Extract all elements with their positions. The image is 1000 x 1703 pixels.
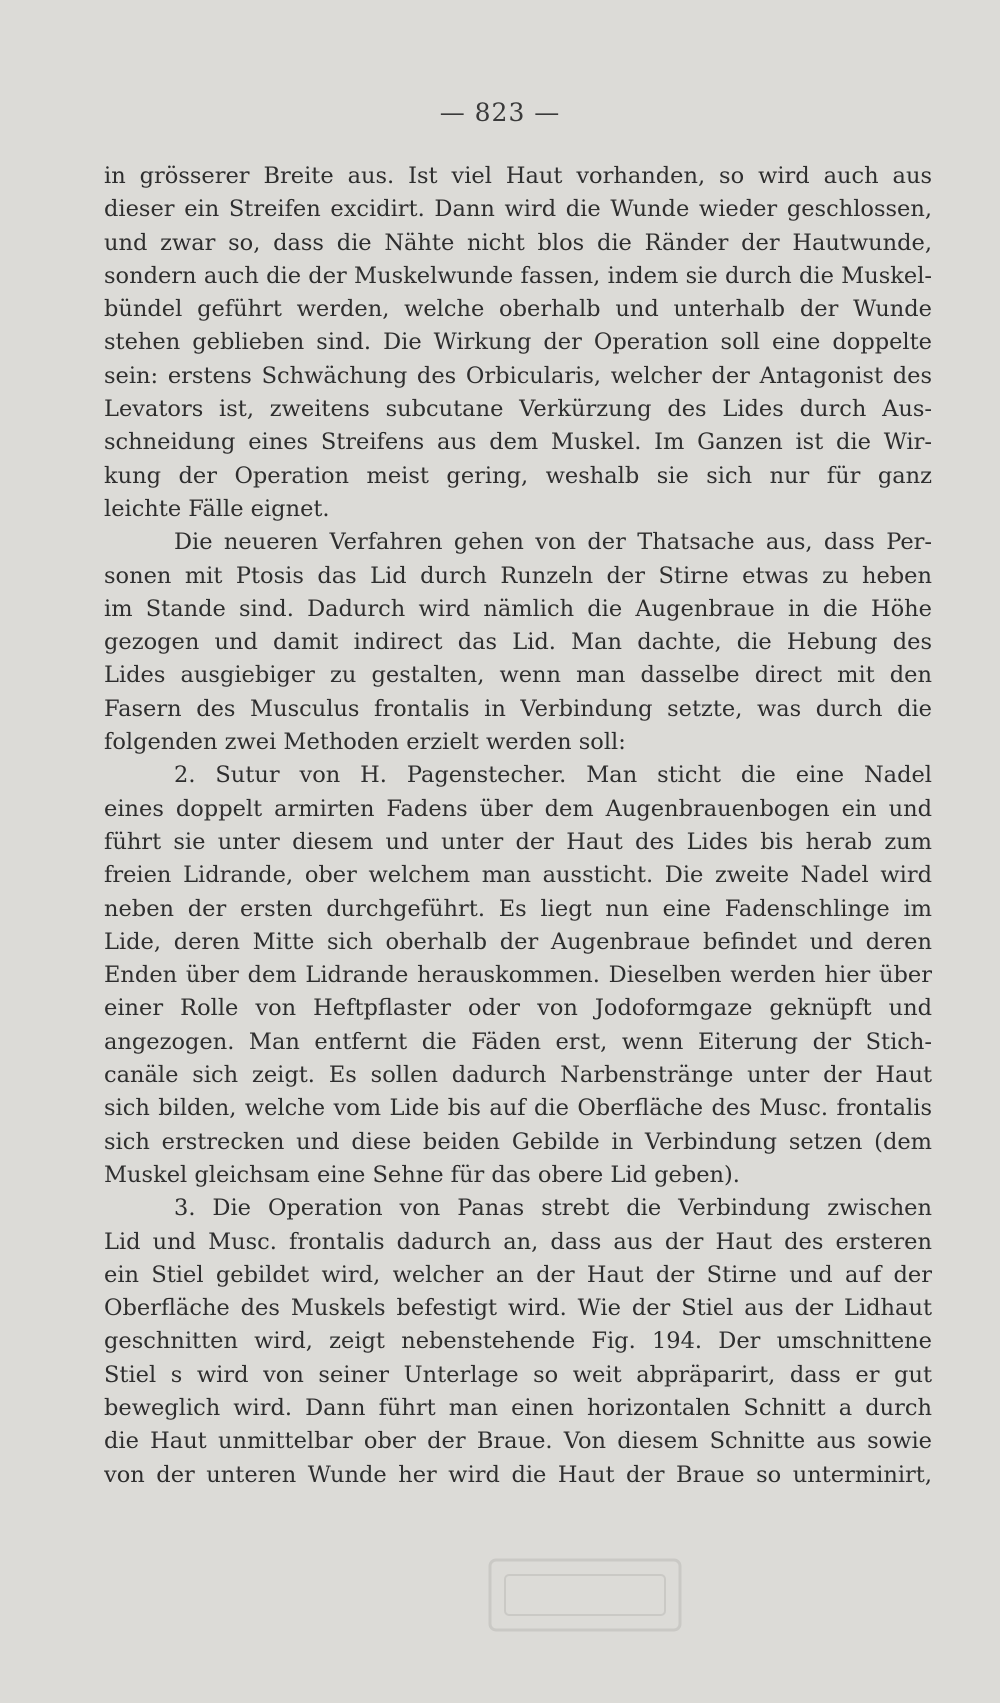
text-line: 3. Die Operation von Panas strebt die Verbindung zwischen [174, 1195, 932, 1222]
text-line: und zwar so, dass die Nähte nicht blos die Ränder der Hautwunde, [104, 229, 932, 256]
text-line: canäle sich zeigt. Es sollen dadurch Narbenstränge unter der Haut [104, 1062, 932, 1089]
text-line: Die neueren Verfahren gehen von der Thatsache aus, dass Per- [174, 529, 932, 556]
text-line: Lides ausgiebiger zu gestalten, wenn man dasselbe direct mit den [104, 662, 932, 689]
text-line: dieser ein Streifen excidirt. Dann wird die Wunde wieder geschlossen, [104, 196, 932, 223]
text-line: gezogen und damit indirect das Lid. Man dachte, die Hebung des [104, 629, 932, 656]
text-line: Muskel gleichsam eine Sehne für das obere Lid geben). [104, 1161, 740, 1188]
text-line: Lid und Musc. frontalis dadurch an, dass aus der Haut des ersteren [104, 1228, 932, 1255]
text-line: Stiel s wird von seiner Unterlage so weit abpräparirt, dass er gut [104, 1361, 932, 1388]
text-line: neben der ersten durchgeführt. Es liegt nun eine Fadenschlinge im [104, 895, 932, 922]
text-line: sondern auch die der Muskelwunde fassen, indem sie durch die Muskel- [104, 262, 932, 289]
library-stamp-watermark [480, 1540, 690, 1650]
text-line: im Stande sind. Dadurch wird nämlich die Augenbraue in die Höhe [104, 595, 932, 622]
text-line: schneidung eines Streifens aus dem Muskel. Im Ganzen ist die Wir- [104, 429, 932, 456]
text-line: leichte Fälle eignet. [104, 495, 330, 522]
text-line: Oberfläche des Muskels befestigt wird. Wie der Stiel aus der Lidhaut [104, 1295, 932, 1322]
text-line: kung der Operation meist gering, weshalb sie sich nur für ganz [104, 462, 932, 489]
text-line: Levators ist, zweitens subcutane Verkürzung des Lides durch Aus- [104, 396, 932, 423]
text-line: angezogen. Man entfernt die Fäden erst, wenn Eiterung der Stich- [104, 1028, 932, 1055]
text-line: einer Rolle von Heftpflaster oder von Jodoformgaze geknüpft und [104, 995, 932, 1022]
page-number: — 823 — [439, 98, 561, 127]
text-line: 2. Sutur von H. Pagenstecher. Man sticht die eine Nadel [174, 762, 932, 789]
text-line: sein: erstens Schwächung des Orbicularis, welcher der Antagonist des [104, 362, 932, 389]
text-line: bündel geführt werden, welche oberhalb und unterhalb der Wunde [104, 296, 932, 323]
text-line: die Haut unmittelbar ober der Braue. Von diesem Schnitte aus sowie [104, 1428, 932, 1455]
text-line: in grösserer Breite aus. Ist viel Haut vorhanden, so wird auch aus [104, 163, 932, 189]
text-line: führt sie unter diesem und unter der Haut des Lides bis herab zum [104, 828, 932, 855]
text-line: beweglich wird. Dann führt man einen horizontalen Schnitt a durch [104, 1394, 932, 1421]
text-line: sonen mit Ptosis das Lid durch Runzeln der Stirne etwas zu heben [104, 562, 932, 589]
text-line: eines doppelt armirten Fadens über dem Augenbrauenbogen ein und [104, 795, 932, 822]
text-line: ein Stiel gebildet wird, welcher an der Haut der Stirne und auf der [104, 1261, 932, 1288]
text-line: Lide, deren Mitte sich oberhalb der Augenbraue befindet und deren [104, 928, 932, 955]
text-line: stehen geblieben sind. Die Wirkung der Operation soll eine doppelte [104, 329, 932, 356]
text-line: von der unteren Wunde her wird die Haut der Braue so unterminirt, [104, 1461, 932, 1488]
text-line: sich bilden, welche vom Lide bis auf die Oberfläche des Musc. frontalis [104, 1095, 932, 1122]
text-line: folgenden zwei Methoden erzielt werden soll: [104, 729, 626, 756]
text-line: sich erstrecken und diese beiden Gebilde in Verbindung setzen (dem [104, 1128, 932, 1155]
text-line: Fasern des Musculus frontalis in Verbindung setzte, was durch die [104, 695, 932, 722]
text-line: geschnitten wird, zeigt nebenstehende Fig. 194. Der umschnittene [104, 1328, 932, 1355]
text-line: Enden über dem Lidrande herauskommen. Dieselben werden hier über [104, 962, 932, 989]
body-text [104, 160, 932, 1492]
text-line: freien Lidrande, ober welchem man aussticht. Die zweite Nadel wird [104, 862, 932, 889]
